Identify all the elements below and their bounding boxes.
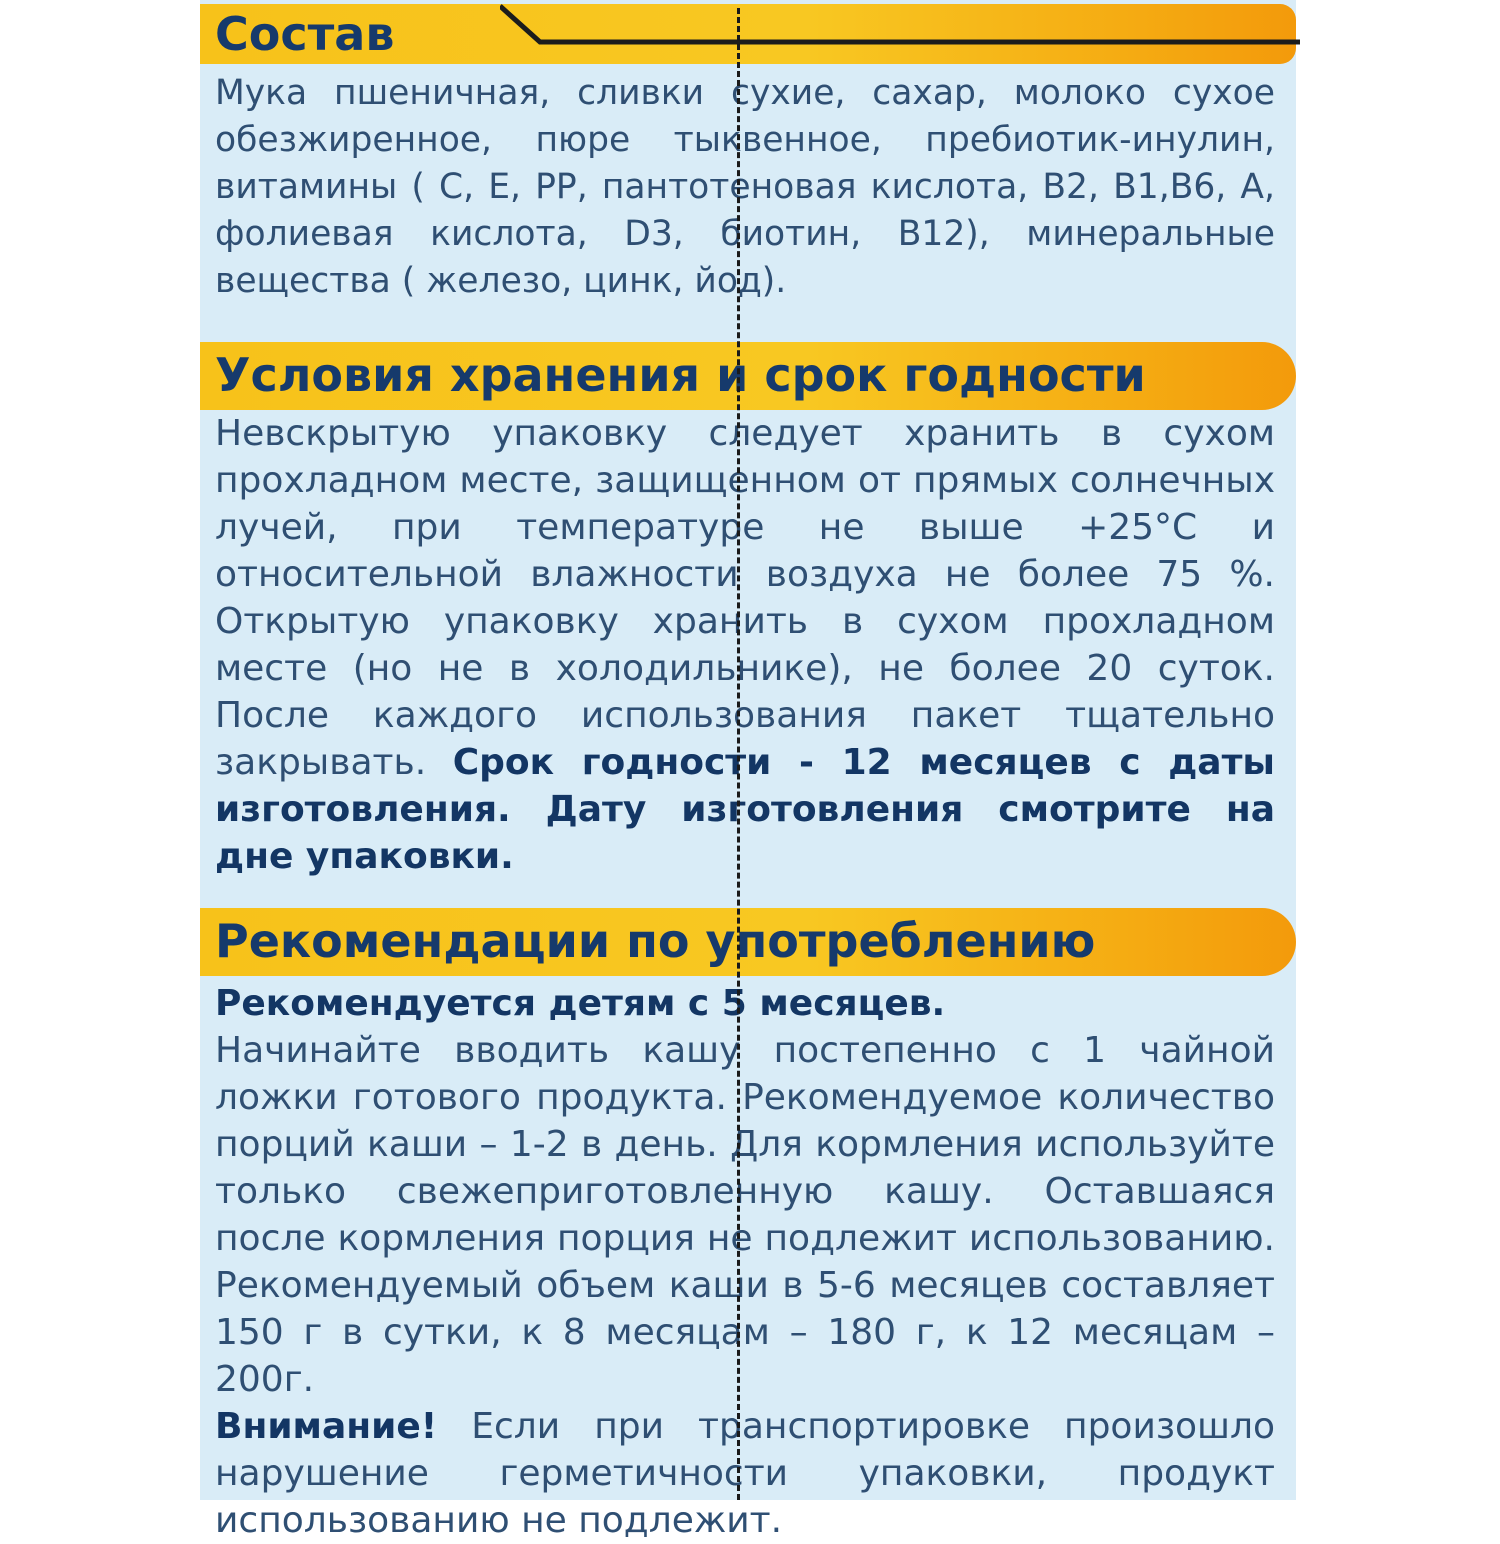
age-recommendation: Рекомендуется детям с 5 месяцев. xyxy=(215,983,946,1024)
recommendations-text xyxy=(215,980,1275,1544)
warning-label: Внимание! xyxy=(215,1406,438,1447)
usage-instructions-text: Начинайте вводить кашу постепенно с 1 чайной ложки готового продукта. Рекомендуемое количество порций каши – 1-2 в день. Для кормления используйте только свежеприготовленную кашу. Оставшаяся после кормления порция не подлежит использованию. Рекомендуемый объем каши в 5-6 месяцев составляет 150 г в сутки, к 8 месяцам – 180 г, к 12 месяцам – 200г. xyxy=(215,1030,1275,1400)
section-title-storage: Условия хранения и срок годности xyxy=(215,348,1146,402)
storage-text xyxy=(215,410,1275,880)
dashed-cut-line xyxy=(737,8,740,1500)
storage-conditions-text: Невскрытую упаковку следует хранить в сухом прохладном месте, защищенном от прямых солнечных лучей, при температуре не выше +25°С и относительной влажности воздуха не более 75 %. Открытую упаковку хранить в сухом прохладном месте (но не в холодильнике), не более 20 суток. После каждого использования пакет тщательно закрывать. xyxy=(215,413,1275,783)
decorative-line xyxy=(500,0,1300,50)
section-title-recommendations: Рекомендации по употреблению xyxy=(215,914,1096,968)
composition-text: Мука пшеничная, сливки сухие, сахар, молоко сухое обезжиренное, пюре тыквенное, пребиотик-инулин, витамины ( С, Е, РР, пантотеновая кислота, В2, В1,В6, А, фолиевая кислота, D3, биотин, В12), минеральные вещества ( железо, цинк, йод). xyxy=(215,73,1275,301)
warning-text: Если при транспортировке произошло нарушение герметичности упаковки, продукт использованию не подлежит. xyxy=(215,1406,1275,1541)
section-title-composition: Состав xyxy=(215,7,395,61)
shelf-life-text: Срок годности - 12 месяцев с даты изготовления. Дату изготовления смотрите на дне упаковки. xyxy=(215,742,1275,877)
